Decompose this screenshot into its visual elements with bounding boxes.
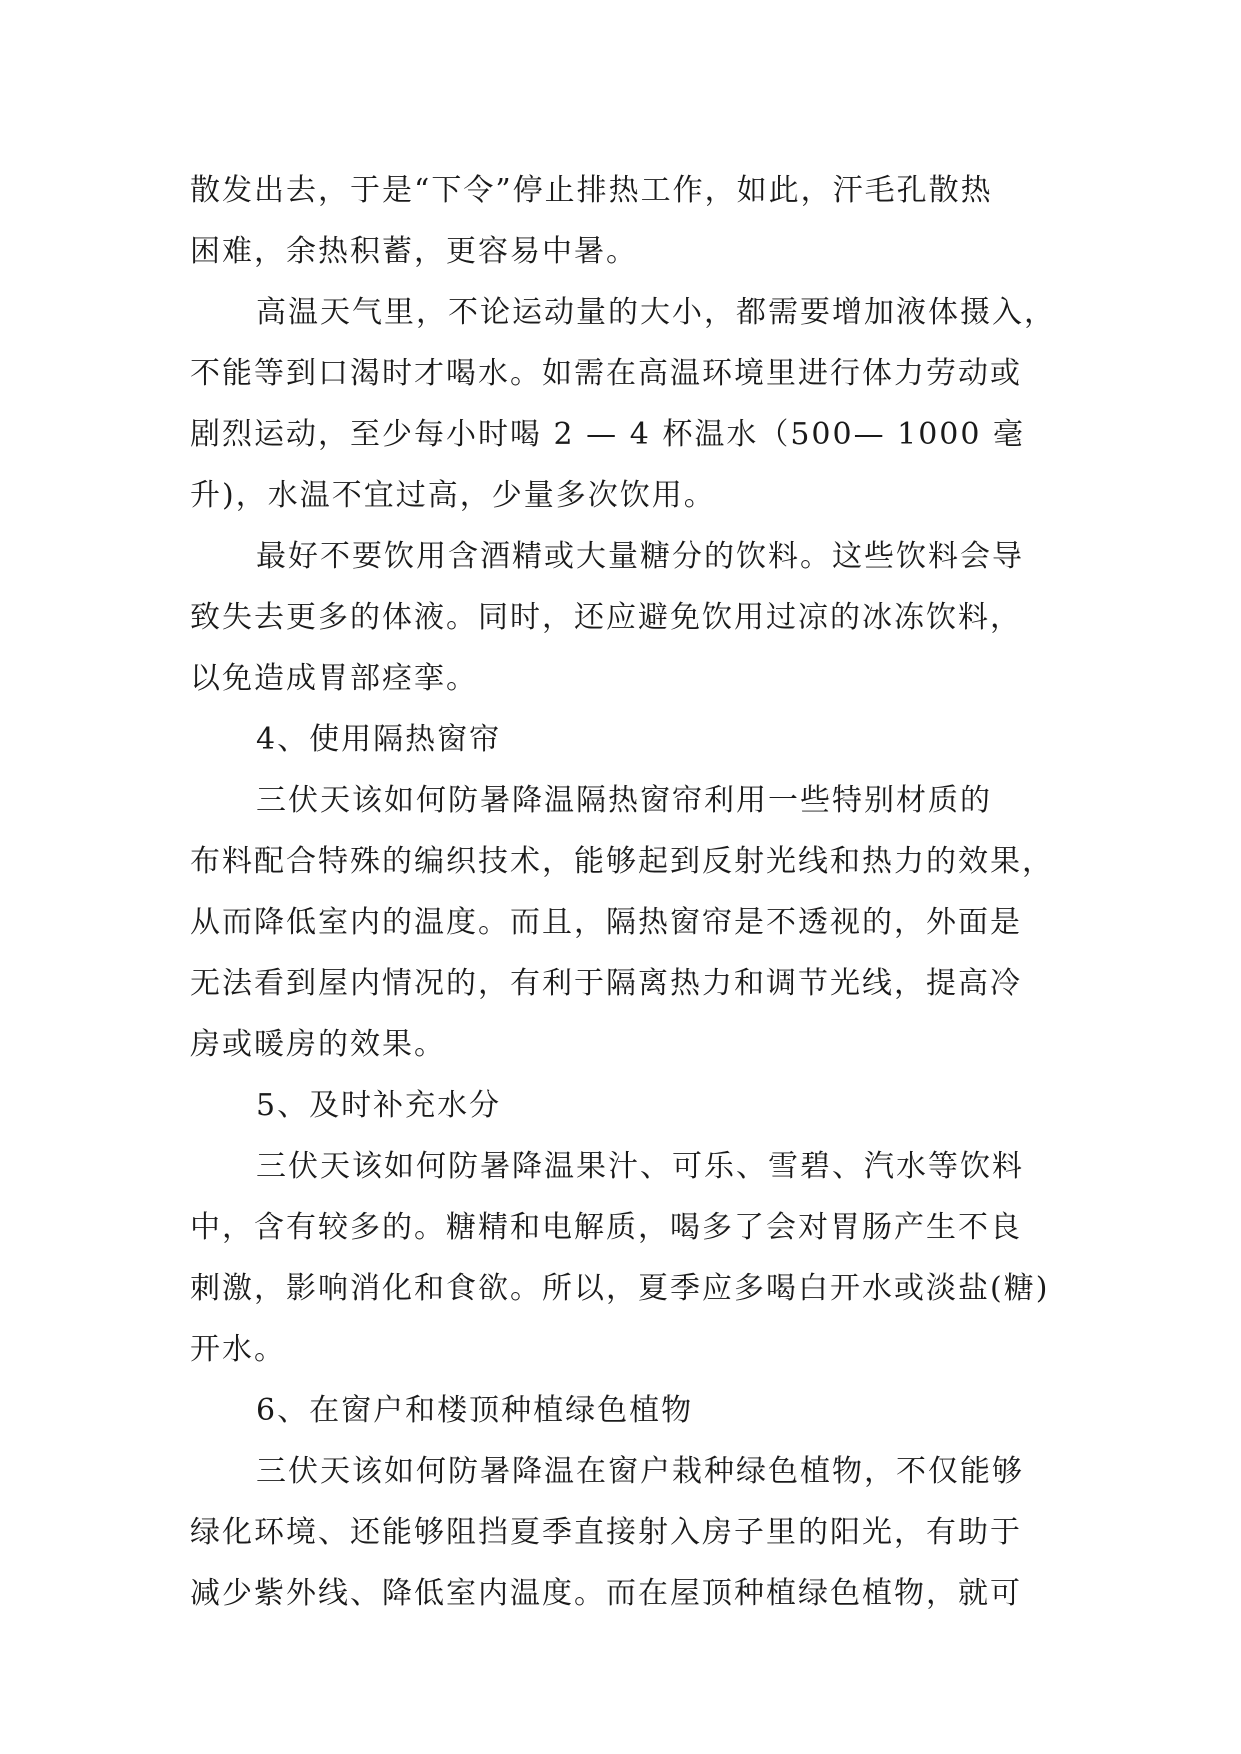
text-line: 房或暖房的效果。 [190,1027,446,1062]
text-line: 绿化环境、还能够阻挡夏季直接射入房子里的阳光，有助于 [190,1515,1022,1550]
text-line: 刺激，影响消化和食欲。所以，夏季应多喝白开水或淡盐(糖) [190,1271,1050,1306]
paragraph-start-line: 三伏天该如何防暑降温隔热窗帘利用一些特别材质的 [256,783,992,818]
text-line: 无法看到屋内情况的，有利于隔离热力和调节光线，提高冷 [190,966,1022,1001]
text-line: 从而降低室内的温度。而且，隔热窗帘是不透视的，外面是 [190,905,1022,940]
text-line: 致失去更多的体液。同时，还应避免饮用过凉的冰冻饮料， [190,600,1022,635]
text-line: 开水。 [190,1332,286,1367]
paragraph-start-line: 三伏天该如何防暑降温果汁、可乐、雪碧、汽水等饮料 [256,1149,1024,1184]
body-text [190,160,1070,1624]
text-line: 散发出去，于是“下令”停止排热工作，如此，汗毛孔散热 [190,173,993,208]
text-line: 以免造成胃部痉挛。 [190,661,478,696]
text-line: 不能等到口渴时才喝水。如需在高温环境里进行体力劳动或 [190,356,1022,391]
paragraph-start-line: 最好不要饮用含酒精或大量糖分的饮料。这些饮料会导 [256,539,1024,574]
paragraph-start-line: 高温天气里，不论运动量的大小，都需要增加液体摄入， [256,295,1056,330]
text-line: 困难，余热积蓄，更容易中暑。 [190,234,638,269]
paragraph-start-line: 三伏天该如何防暑降温在窗户栽种绿色植物，不仅能够 [256,1454,1024,1489]
section-heading: 4、使用隔热窗帘 [256,722,502,757]
section-heading: 6、在窗户和楼顶种植绿色植物 [256,1393,694,1428]
text-line: 布料配合特殊的编织技术，能够起到反射光线和热力的效果， [190,844,1054,879]
text-line: 减少紫外线、降低室内温度。而在屋顶种植绿色植物，就可 [190,1576,1022,1611]
text-line: 剧烈运动，至少每小时喝 2 — 4 杯温水（500— 1000 毫 [190,417,1025,452]
section-heading: 5、及时补充水分 [256,1088,502,1123]
text-line: 中，含有较多的。糖精和电解质，喝多了会对胃肠产生不良 [190,1210,1022,1245]
text-line: 升)，水温不宜过高，少量多次饮用。 [190,478,716,513]
